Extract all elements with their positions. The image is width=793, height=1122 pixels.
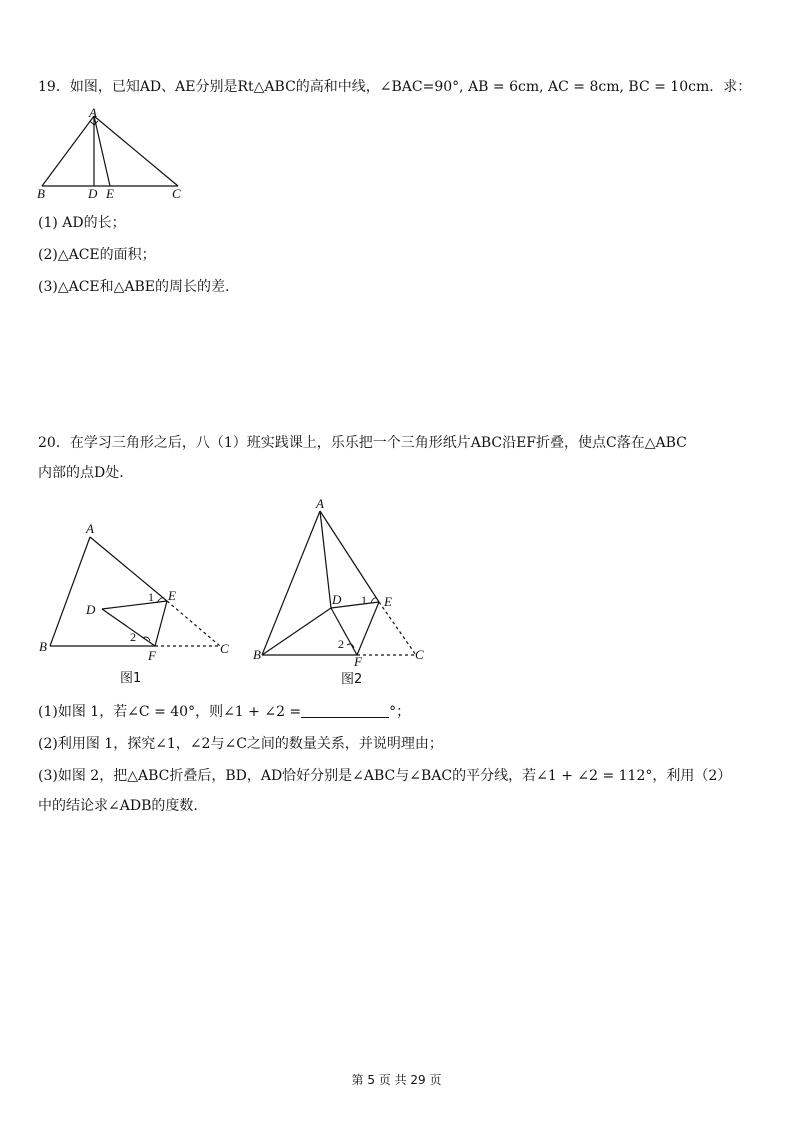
fig2-angle-1: 1 — [361, 593, 367, 607]
q19-part3: (3)△ACE和△ABE的周长的差. — [38, 279, 230, 295]
fig2-label-b: B — [253, 647, 261, 662]
fig1-angle-1: 1 — [148, 590, 154, 604]
fig2-caption: 图2 — [341, 672, 363, 687]
fig2-segment-df — [331, 608, 357, 655]
fig1-label-a: A — [86, 521, 94, 536]
fig2-label-a: A — [316, 496, 324, 511]
fig2-label-d: D — [332, 592, 342, 607]
fig1-label-d: D — [86, 602, 96, 617]
q19-label-a: A — [89, 108, 97, 120]
fig2-side-ab — [262, 511, 320, 655]
q20-stem-line1: 20．在学习三角形之后，八（1）班实践课上，乐乐把一个三角形纸片ABC沿EF折叠，使点C落在△ABC — [38, 435, 687, 451]
fig1-side-ae — [90, 537, 167, 601]
fig1-segment-df — [102, 609, 155, 646]
q20-part1-answer-blank[interactable] — [301, 703, 389, 718]
fig1-label-f: F — [148, 648, 156, 663]
fig2-label-e: E — [384, 594, 392, 609]
q20-stem-line2: 内部的点D处. — [38, 465, 124, 481]
fig2-dashed-ec — [379, 602, 416, 655]
q19-stem: 19．如图，已知AD、AE分别是Rt△ABC的高和中线，∠BAC=90°, AB = 6cm, AC = 8cm, BC = 10cm．求： — [38, 79, 752, 95]
fig1-label-b: B — [39, 639, 47, 654]
fig1-side-ab — [50, 537, 90, 646]
q19-label-b: B — [37, 186, 45, 200]
fig1-caption: 图1 — [120, 671, 142, 686]
q19-label-d: D — [88, 186, 98, 200]
q20-part1-suffix: °； — [389, 704, 411, 720]
page-footer: 第 5 页 共 29 页 — [351, 1073, 442, 1087]
q19-label-c: C — [172, 186, 181, 200]
q20-part3-line1: (3)如图 2，把△ABC折叠后，BD，AD恰好分别是∠ABC与∠BAC的平分线，若∠1 + ∠2 = 112°，利用（2） — [38, 768, 732, 784]
q19-side-ac — [94, 116, 178, 186]
fig2-label-f: F — [354, 654, 362, 669]
q20-figure-2 — [250, 495, 440, 690]
fig1-angle-2: 2 — [130, 630, 136, 644]
q19-median-ae — [94, 116, 110, 186]
q19-side-ab — [42, 116, 94, 186]
fig2-angle-2: 2 — [338, 637, 344, 651]
fig1-dashed-ec — [167, 601, 220, 646]
q20-part1 — [38, 703, 410, 721]
fig1-label-e: E — [168, 588, 176, 603]
q19-label-e: E — [106, 186, 114, 200]
q20-part1-text: (1)如图 1，若∠C = 40°，则∠1 + ∠2 = — [38, 704, 302, 720]
q20-part3-line2: 中的结论求∠ADB的度数. — [38, 798, 198, 814]
q20-part2: (2)利用图 1，探究∠1，∠2与∠C之间的数量关系，并说明理由； — [38, 736, 443, 752]
q19-part2: (2)△ACE的面积； — [38, 247, 156, 263]
fig1-label-c: C — [220, 641, 229, 656]
q19-figure — [34, 108, 194, 200]
fig2-segment-bd — [262, 608, 331, 655]
fig2-label-c: C — [415, 647, 424, 662]
q19-part1: (1) AD的长； — [38, 215, 126, 231]
q20-figure-1 — [36, 520, 241, 690]
fig1-fold-ef — [155, 601, 167, 646]
fig2-fold-ef — [357, 602, 379, 655]
